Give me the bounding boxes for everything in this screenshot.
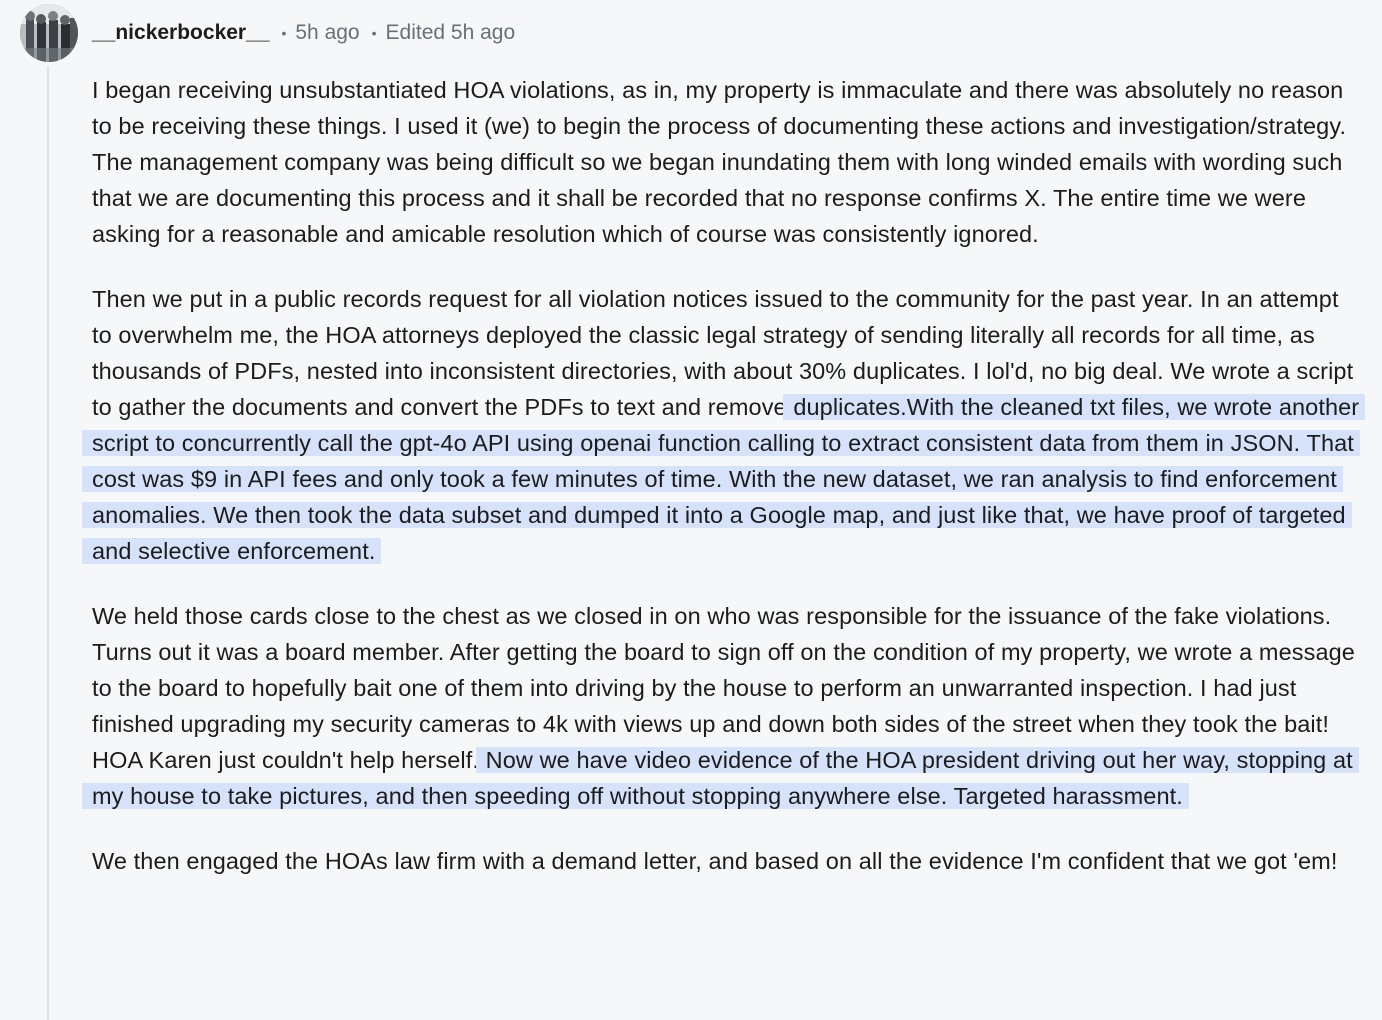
comment-header <box>92 18 515 48</box>
paragraph-text: We held those cards close to the chest as we closed in on who was responsible for the issuance of the fake violations. Turns out it was a board member. After getting the board to sign off on the condition of my property, we wrote a message to the board to hopefully bait one of them into driving by the house to perform an unwarranted inspection. I had just finished upgrading my security cameras to 4k with views up and down both sides of the street when they took the bait! HOA Karen just couldn't help herself. <box>92 603 1355 773</box>
avatar[interactable] <box>20 4 78 62</box>
comment-paragraph <box>92 281 1364 569</box>
avatar-image <box>20 4 78 62</box>
paragraph-text: I began receiving unsubstantiated HOA violations, as in, my property is immaculate and there was absolutely no reason to be receiving these things. I used it (we) to begin the process of documenting these actions and investigation/strategy. The management company was being difficult so we began inundating them with long winded emails with wording such that we are documenting this process and it shall be recorded that no response confirms X. The entire time we were asking for a reasonable and amicable resolution which of course was consistently ignored. <box>92 77 1347 247</box>
selected-text: Now we have video evidence of the HOA president driving out her way, stopping at my house to take pictures, and then speeding off without stopping anywhere else. Targeted harassment. <box>92 747 1353 809</box>
timestamp[interactable]: 5h ago <box>295 21 360 44</box>
edited-timestamp: Edited 5h ago <box>385 21 516 44</box>
separator-dot: • <box>281 25 287 41</box>
selected-text: duplicates.With the cleaned txt files, we wrote another script to concurrently call the gpt-4o API using openai function calling to extract consistent data from them in JSON. That cost was $9 in API fees and only took a few minutes of time. With the new dataset, we ran analysis to find enforcement anomalies. We then took the data subset and dumped it into a Google map, and just like that, we have proof of targeted and selective enforcement. <box>92 394 1360 564</box>
comment-body <box>92 72 1364 908</box>
comment-paragraph <box>92 72 1364 252</box>
paragraph-text: We then engaged the HOAs law firm with a demand letter, and based on all the evidence I'm confident that we got 'em! <box>92 848 1338 874</box>
separator-dot: • <box>371 25 377 41</box>
comment-paragraph <box>92 843 1364 879</box>
paragraph-text: Then we put in a public records request for all violation notices issued to the community for the past year. In an attempt to overwhelm me, the HOA attorneys deployed the classic legal strategy of sending literally all records for all time, as thousands of PDFs, nested into inconsistent directories, with about 30% duplicates. I lol'd, no big deal. We wrote a script to gather the documents and convert the PDFs to text and remove <box>92 286 1354 420</box>
thread-collapse-line[interactable] <box>47 66 49 1020</box>
username-link[interactable]: __nickerbocker__ <box>92 21 270 44</box>
comment-paragraph <box>92 598 1364 814</box>
